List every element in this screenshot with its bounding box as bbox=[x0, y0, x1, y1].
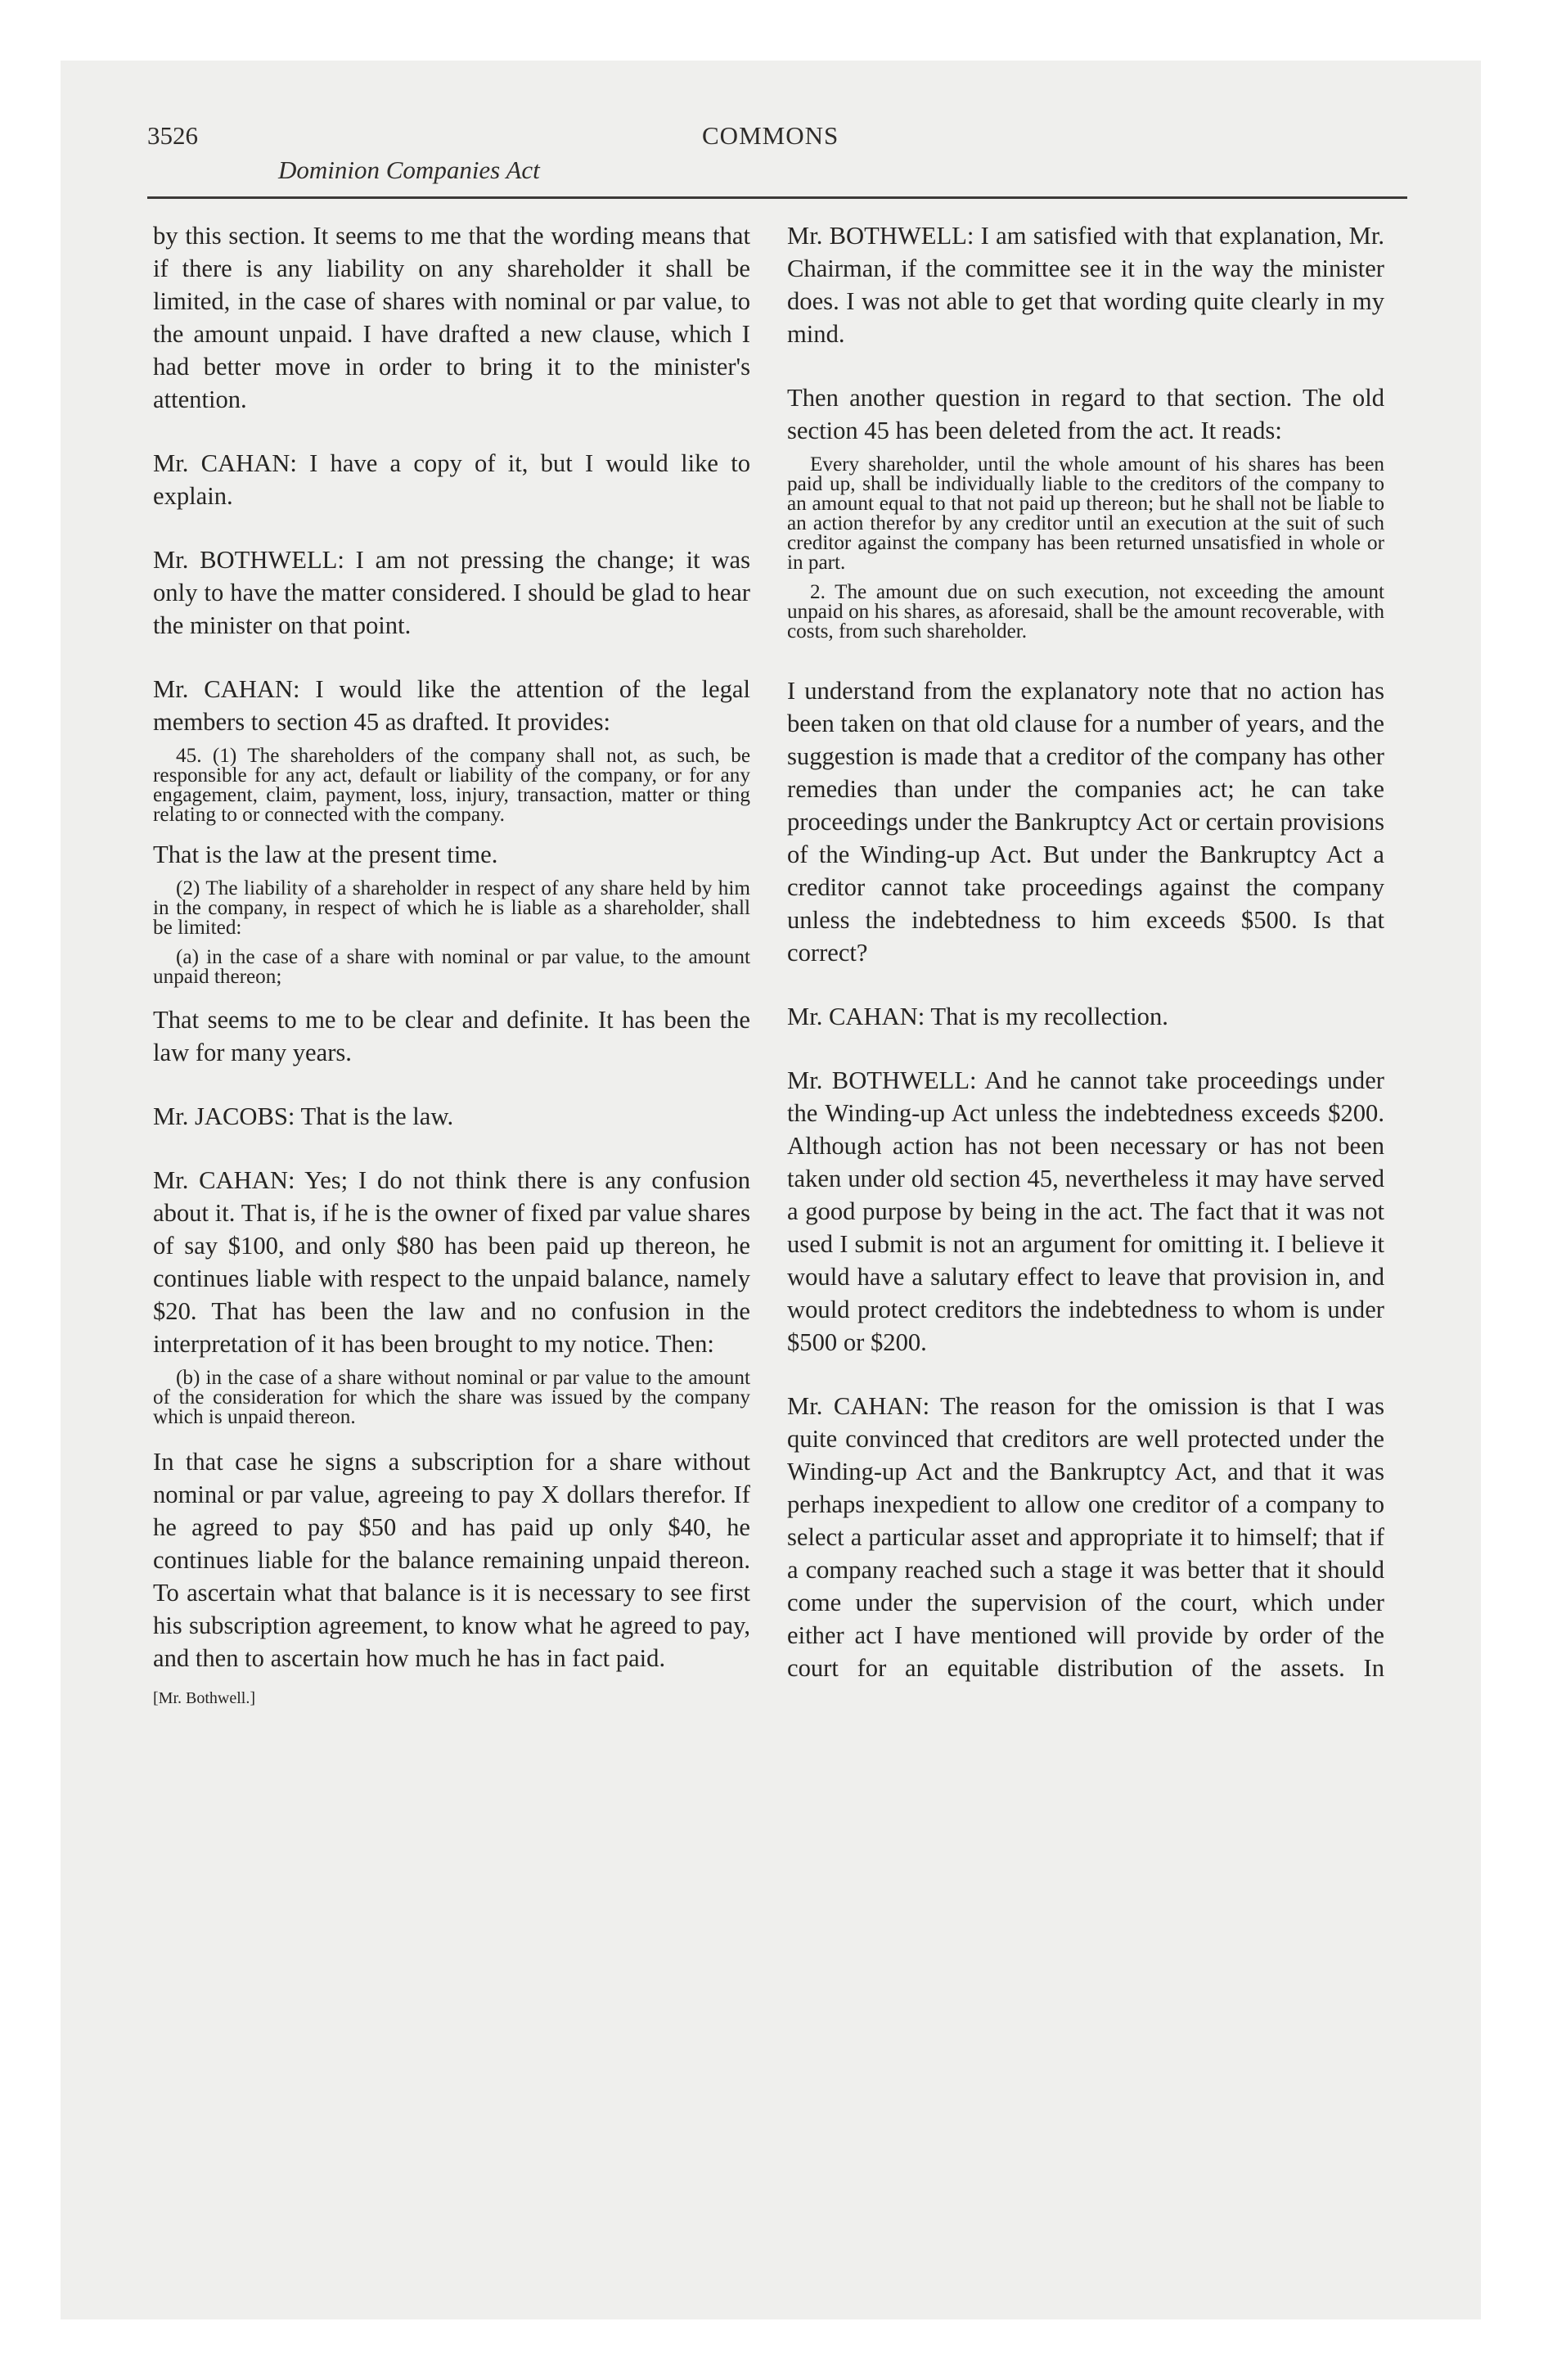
quoted-statute: (2) The liability of a shareholder in respect of any share held by him in the company, in respect of which he is liable as a shareholder, shall be limited: bbox=[153, 877, 750, 939]
paragraph: Mr. BOTHWELL: I am satisfied with that explanation, Mr. Chairman, if the committee see it in the way the minister does. I was not able to get that wording quite clearly in my mind. bbox=[787, 222, 1384, 348]
paragraph: Mr. CAHAN: I have a copy of it, but I would like to explain. bbox=[153, 449, 750, 510]
paragraph: Mr. CAHAN: I would like the attention of the legal members to section 45 as drafted. It provides: bbox=[153, 675, 750, 736]
running-header-title: COMMONS bbox=[702, 121, 839, 150]
right-column bbox=[787, 219, 1384, 1715]
paragraph: Mr. BOTHWELL: I am not pressing the change; it was only to have the matter considered. I should be glad to hear the minister on that point. bbox=[153, 546, 750, 639]
paragraph: Mr. BOTHWELL: And he cannot take proceedings under the Winding-up Act unless the indebtedness exceeds $200. Although action has not been necessary or has not been taken under old section 45, nevertheless it may have served a good purpose by being in the act. The fact that it was not used I submit is not an argument for omitting it. I believe it would have a salutary effect to leave that provision in, and would protect creditors the indebtedness to whom is under $500 or $200. bbox=[787, 1066, 1384, 1356]
paragraph: I understand from the explanatory note that no action has been taken on that old clause for a number of years, and the suggestion is made that a creditor of the company has other remedies than under the companies act; he can take proceedings under the Bankruptcy Act or certain provisions of the Winding-up Act. But under the Bankruptcy Act a creditor cannot take proceedings against the company unless the indebtedness to him exceeds $500. Is that correct? bbox=[787, 677, 1384, 967]
paragraph: Mr. CAHAN: That is my recollection. bbox=[787, 1003, 1168, 1030]
paragraph: Mr. CAHAN: Yes; I do not think there is any confusion about it. That is, if he is the owner of fixed par value shares of say $100, and only $80 has been paid up thereon, he continues liable with respect to the unpaid balance, namely $20. That has been the law and no confusion in the interpretation of it has been brought to my notice. Then: bbox=[153, 1166, 750, 1358]
paragraph: That is the law at the present time. bbox=[153, 841, 498, 868]
quoted-statute: 45. (1) The shareholders of the company shall not, as such, be responsible for any act, default or liability of the company, or for any engagement, claim, payment, loss, injury, transaction, matter or thing relating to or connected with the company. bbox=[153, 745, 750, 826]
paragraph: Mr. CAHAN: The reason for the omission is that I was quite convinced that creditors are well protected under the Winding-up Act and the Bankruptcy Act, and that it was perhaps inexpedient to allow one creditor of a company to select a particular asset and appropriate it to himself; that if a company reached such a stage it was better that it should come under the supervision of the court, which under either act I have mentioned will provide by order of the court for an equitable distribution of the assets. In bbox=[787, 1392, 1384, 1682]
page-number: 3526 bbox=[147, 121, 198, 150]
paragraph: That seems to me to be clear and definite. It has been the law for many years. bbox=[153, 1006, 750, 1066]
paragraph: In that case he signs a subscription for a share without nominal or par value, agreeing to pay X dollars therefor. If he agreed to pay $50 and has paid up only $40, he continues liable for the balance remaining unpaid thereon. To ascertain what that balance is it is necessary to see first his subscription agreement, to know what he agreed to pay, and then to ascertain how much he has in fact paid. bbox=[153, 1448, 750, 1672]
quoted-statute: 2. The amount due on such execution, not exceeding the amount unpaid on his shares, as aforesaid, shall be the amount recoverable, with costs, from such shareholder. bbox=[787, 581, 1384, 642]
running-header-subject: Dominion Companies Act bbox=[278, 156, 540, 184]
header-rule bbox=[147, 196, 1407, 199]
quoted-statute: Every shareholder, until the whole amount of his shares has been paid up, shall be individually liable to the creditors of the company to an amount equal to that not paid up thereon; but he shall not be liable to an action therefor by any creditor until an execution at the suit of such creditor against the company has been returned unsatisfied in whole or in part. bbox=[787, 453, 1384, 574]
paragraph: Then another question in regard to that section. The old section 45 has been deleted from the act. It reads: bbox=[787, 384, 1384, 444]
left-column bbox=[153, 219, 750, 1708]
quoted-statute: (a) in the case of a share with nominal or par value, to the amount unpaid thereon; bbox=[153, 946, 750, 988]
paragraph: by this section. It seems to me that the wording means that if there is any liability on any shareholder it shall be limited, in the case of shares with nominal or par value, to the amount unpaid. I have drafted a new clause, which I had better move in order to bring it to the minister's attention. bbox=[153, 222, 750, 413]
speaker-footnote: [Mr. Bothwell.] bbox=[153, 1689, 255, 1707]
quoted-statute: (b) in the case of a share without nominal or par value to the amount of the consideration for which the share was issued by the company which is unpaid thereon. bbox=[153, 1367, 750, 1428]
paragraph: Mr. JACOBS: That is the law. bbox=[153, 1102, 454, 1130]
